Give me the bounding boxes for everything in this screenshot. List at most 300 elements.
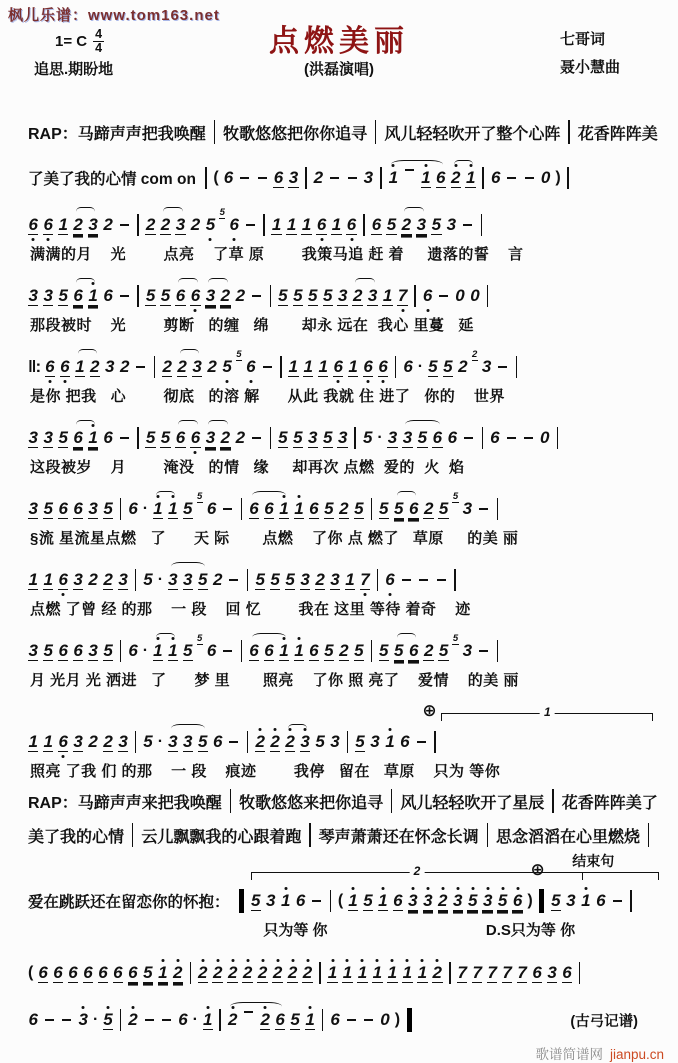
note: 6 bbox=[28, 1010, 38, 1029]
lyrics-row: 那段被时 光 剪断 的缠 绵 却永 远在 我心 里蔓 延 bbox=[30, 317, 474, 334]
note: 5 bbox=[394, 498, 404, 518]
dash-rest bbox=[312, 900, 321, 903]
note: 5 bbox=[198, 569, 208, 589]
note: 1 bbox=[28, 731, 38, 751]
note: 2 bbox=[272, 964, 282, 983]
music-system bbox=[28, 485, 664, 548]
note: 1 bbox=[294, 642, 304, 661]
barline bbox=[497, 640, 499, 662]
slur-group bbox=[451, 169, 476, 188]
note: 3 bbox=[192, 356, 202, 376]
slur-group bbox=[394, 500, 419, 519]
rap-barline bbox=[132, 823, 133, 847]
rap-barline bbox=[214, 120, 215, 144]
note: 3 bbox=[566, 891, 576, 910]
note: 7 bbox=[517, 962, 527, 982]
note: 1 bbox=[294, 500, 304, 519]
lyrics-row bbox=[28, 919, 664, 941]
note: 6 bbox=[309, 498, 319, 518]
note: 3 bbox=[73, 731, 83, 751]
barline bbox=[363, 214, 365, 236]
note: 1 bbox=[331, 214, 342, 234]
note: 6 bbox=[273, 167, 284, 187]
note: 6 bbox=[73, 427, 83, 447]
note: 2 bbox=[401, 214, 412, 234]
notation-line bbox=[28, 627, 664, 666]
note: 6 bbox=[264, 640, 274, 660]
note: 6 bbox=[393, 890, 403, 910]
note: 3 bbox=[308, 427, 318, 447]
note: 2 bbox=[260, 1011, 270, 1030]
octave-dot-above bbox=[156, 495, 159, 498]
composer-credit: 聂小慧曲 bbox=[559, 58, 620, 76]
octave-dot-below bbox=[363, 593, 366, 596]
dash-rest bbox=[507, 177, 516, 180]
note: 5 bbox=[160, 427, 171, 447]
octave-dot-above bbox=[246, 959, 249, 962]
note: 3 bbox=[330, 569, 340, 589]
note: 5 bbox=[285, 569, 295, 589]
note: 1 bbox=[345, 569, 355, 589]
note: 7 bbox=[502, 962, 512, 982]
note: 2 bbox=[103, 215, 113, 234]
dash-rest bbox=[162, 1019, 171, 1022]
octave-dot-above bbox=[426, 887, 429, 890]
grace-note: 2 bbox=[472, 349, 478, 360]
rap-barline bbox=[391, 789, 392, 813]
note: 1 bbox=[43, 731, 53, 751]
octave-dot-above bbox=[306, 959, 309, 962]
dash-rest bbox=[223, 650, 232, 653]
note: 2 bbox=[160, 214, 171, 234]
barline bbox=[454, 569, 456, 591]
dash-rest bbox=[464, 437, 473, 440]
dash-rest bbox=[498, 366, 507, 369]
barline bbox=[516, 356, 518, 378]
note: 5 bbox=[323, 285, 333, 305]
note: 5 bbox=[551, 890, 561, 910]
octave-dot-above bbox=[584, 887, 587, 890]
notation-line bbox=[28, 556, 664, 595]
dash-rest bbox=[402, 579, 411, 582]
octave-dot-above bbox=[381, 887, 384, 890]
note: 5 bbox=[290, 1009, 300, 1029]
note: 1 bbox=[342, 964, 352, 983]
rap-segment: 美了我的心情 bbox=[28, 828, 125, 846]
octave-dot-above bbox=[92, 424, 95, 427]
note: 6 bbox=[190, 287, 200, 306]
note: 1 bbox=[158, 964, 168, 983]
note: 5 bbox=[222, 358, 232, 376]
note: 1 bbox=[88, 287, 98, 306]
note: 2 bbox=[315, 569, 325, 589]
note: 2 bbox=[173, 964, 183, 983]
barline bbox=[414, 285, 416, 307]
barline bbox=[630, 890, 632, 912]
note: 6 bbox=[128, 641, 138, 660]
slur-group bbox=[285, 733, 310, 752]
octave-dot-above bbox=[297, 637, 300, 640]
slur-group bbox=[75, 358, 100, 377]
note: 5 bbox=[58, 427, 68, 447]
note: 2 bbox=[73, 214, 83, 234]
octave-dot-above bbox=[92, 282, 95, 285]
note: 3 bbox=[183, 731, 193, 751]
octave-dot-above bbox=[282, 637, 285, 640]
note: 1 bbox=[286, 214, 297, 234]
barline bbox=[557, 427, 559, 449]
octave-dot-above bbox=[392, 164, 395, 167]
barline bbox=[190, 962, 192, 984]
note: 1 bbox=[385, 733, 395, 751]
augmentation-dot: · bbox=[92, 1011, 99, 1028]
octave-dot-above bbox=[176, 959, 179, 962]
tempo-mood: 追思.期盼地 bbox=[34, 61, 114, 78]
note: 1 bbox=[378, 892, 388, 911]
note: 1 bbox=[303, 356, 313, 376]
note: 5 bbox=[379, 498, 389, 518]
note: 6 bbox=[28, 216, 38, 235]
music-system bbox=[28, 556, 664, 619]
augmentation-dot: · bbox=[377, 429, 383, 446]
slur-group bbox=[175, 287, 200, 306]
note: 6 bbox=[43, 216, 53, 235]
octave-dot-below bbox=[401, 309, 404, 312]
logo-label: 枫儿乐谱： bbox=[8, 7, 89, 24]
notation-line bbox=[28, 154, 664, 193]
octave-dot-above bbox=[156, 637, 159, 640]
note: 6 bbox=[60, 358, 70, 377]
note: 5 bbox=[183, 498, 193, 518]
octave-dot-above bbox=[486, 887, 489, 890]
octave-dot-below bbox=[367, 380, 370, 383]
slur-group bbox=[153, 642, 178, 661]
dash-rest bbox=[223, 508, 232, 511]
dash-rest bbox=[330, 177, 339, 180]
octave-dot-above bbox=[171, 637, 174, 640]
octave-dot-above bbox=[259, 728, 262, 731]
note: 1 bbox=[288, 356, 299, 376]
note: 6 bbox=[190, 429, 200, 448]
barline bbox=[371, 498, 373, 520]
barline bbox=[120, 1009, 122, 1031]
note: 5 bbox=[270, 569, 280, 589]
note: 6 bbox=[38, 962, 48, 982]
lyricist-credit: 七哥词 bbox=[559, 31, 605, 48]
rap-barline bbox=[568, 120, 569, 144]
note: 5 bbox=[293, 427, 303, 447]
note: 2 bbox=[227, 964, 237, 983]
note: 6 bbox=[596, 891, 606, 910]
octave-dot-above bbox=[297, 495, 300, 498]
barline bbox=[481, 214, 483, 236]
note: 2 bbox=[438, 892, 448, 911]
note: 3 bbox=[118, 569, 128, 589]
rap-label: RAP： bbox=[28, 794, 78, 812]
note: 2 bbox=[339, 640, 349, 660]
barline bbox=[482, 167, 484, 189]
note: 5 bbox=[103, 498, 113, 518]
note: 1 bbox=[348, 356, 358, 376]
octave-dot-above bbox=[376, 959, 379, 962]
rap-barline bbox=[309, 823, 310, 847]
augmentation-dot: · bbox=[192, 1011, 198, 1028]
thick-barline bbox=[539, 889, 544, 913]
slur-group bbox=[227, 1011, 285, 1030]
music-system bbox=[28, 627, 664, 690]
note: 6 bbox=[333, 358, 343, 377]
note: 5 bbox=[251, 890, 261, 910]
barline bbox=[579, 962, 581, 984]
lyric-segment: D.S只为等 你 bbox=[485, 922, 576, 939]
lyrics-row: 满满的月 光 点亮 了草 原 我策马追 赶 着 遗落的誓 言 bbox=[30, 246, 524, 263]
note: 5 bbox=[497, 892, 507, 911]
barline bbox=[280, 356, 282, 378]
octave-dot-below bbox=[48, 380, 51, 383]
grace-note: 5 bbox=[197, 633, 203, 644]
note: 2 bbox=[190, 215, 201, 234]
note: 1 bbox=[421, 169, 431, 188]
note: 1 bbox=[382, 285, 393, 305]
note: 6 bbox=[175, 285, 186, 305]
note: 6 bbox=[113, 962, 123, 982]
barline bbox=[347, 731, 349, 753]
note: 6 bbox=[330, 1010, 340, 1029]
note: 2 bbox=[198, 964, 208, 983]
note: 2 bbox=[257, 964, 267, 983]
octave-dot-above bbox=[361, 959, 364, 962]
barline bbox=[241, 498, 243, 520]
augmentation-dot: · bbox=[142, 500, 149, 517]
octave-dot-above bbox=[206, 1006, 209, 1009]
slur-group bbox=[249, 500, 289, 519]
barline bbox=[487, 285, 489, 307]
note: 6 bbox=[371, 214, 382, 234]
grace-note: 5 bbox=[452, 633, 459, 644]
barline bbox=[270, 427, 272, 449]
note: 3 bbox=[363, 168, 374, 187]
notation-line bbox=[28, 485, 664, 524]
note: 2 bbox=[451, 169, 461, 188]
note: 3 bbox=[28, 498, 38, 518]
note: 2 bbox=[423, 498, 434, 518]
note: 6 bbox=[223, 168, 234, 187]
octave-dot-above bbox=[276, 959, 279, 962]
dash-rest bbox=[463, 224, 472, 227]
note: 6 bbox=[403, 357, 413, 376]
barline bbox=[380, 167, 382, 189]
rap-segment: 牧歌悠悠来把你追寻 bbox=[239, 794, 384, 812]
octave-dot-below bbox=[426, 309, 429, 312]
octave-dot-below bbox=[226, 380, 229, 383]
note: 3 bbox=[265, 891, 276, 910]
barline bbox=[120, 498, 122, 520]
note: 2 bbox=[235, 286, 246, 305]
music-system bbox=[28, 414, 664, 477]
barline bbox=[449, 962, 451, 984]
note: 3 bbox=[408, 892, 418, 911]
note: 2 bbox=[270, 733, 280, 752]
octave-dot-below bbox=[209, 238, 212, 241]
logo-url-link[interactable]: www.tom163.net bbox=[88, 7, 220, 24]
augmentation-dot: · bbox=[157, 733, 164, 750]
note: 3 bbox=[300, 733, 310, 752]
dash-rest bbox=[120, 224, 129, 227]
notation-line bbox=[28, 877, 664, 916]
note: 5 bbox=[43, 640, 53, 660]
note: 5 bbox=[308, 285, 318, 305]
note: 3 bbox=[175, 214, 186, 234]
barline bbox=[482, 427, 484, 449]
note: 5 bbox=[103, 1011, 113, 1030]
note: 3 bbox=[423, 892, 433, 911]
octave-dot-below bbox=[194, 309, 197, 312]
note: 5 bbox=[324, 498, 334, 518]
slur-group bbox=[168, 571, 208, 590]
note: 6 bbox=[346, 216, 356, 235]
footer-site-url[interactable]: jianpu.cn bbox=[609, 1047, 664, 1062]
note: 2 bbox=[255, 733, 265, 752]
rap-label: RAP： bbox=[28, 125, 78, 143]
note: 6 bbox=[175, 427, 186, 447]
barline bbox=[137, 285, 139, 307]
transcriber-note: (古弓记谱) bbox=[570, 1013, 638, 1030]
barline bbox=[247, 731, 249, 753]
dash-rest bbox=[419, 579, 428, 582]
slur-group bbox=[352, 287, 377, 306]
dash-rest bbox=[348, 177, 357, 180]
note: 1 bbox=[271, 214, 282, 234]
octave-dot-above bbox=[424, 164, 427, 167]
song-title: 点燃美丽 bbox=[269, 25, 409, 58]
note: 3 bbox=[300, 569, 310, 589]
note: 5 bbox=[467, 892, 477, 911]
note: 2 bbox=[88, 732, 98, 751]
dash-rest bbox=[45, 1019, 54, 1022]
note: 6 bbox=[249, 498, 259, 518]
note: 2 bbox=[103, 731, 113, 751]
volta-number: 1 bbox=[540, 706, 555, 718]
octave-dot-above bbox=[261, 959, 264, 962]
note: 3 bbox=[337, 285, 348, 305]
dash-rest bbox=[252, 295, 261, 298]
note: 1 bbox=[168, 500, 178, 519]
note: 3 bbox=[337, 427, 348, 447]
barline bbox=[319, 962, 321, 984]
octave-dot-above bbox=[282, 495, 285, 498]
note: 1 bbox=[372, 964, 382, 983]
note: 1 bbox=[43, 569, 53, 589]
note: 5 bbox=[323, 427, 333, 447]
rap-segment: 牧歌悠悠把你你追寻 bbox=[223, 125, 368, 143]
note: 5 bbox=[363, 890, 373, 910]
note: 3 bbox=[43, 285, 53, 305]
repeat-begin-sign: ‖: bbox=[28, 357, 41, 376]
barline bbox=[567, 167, 569, 189]
notation-line bbox=[28, 949, 664, 988]
parenthesis: ( bbox=[337, 892, 344, 909]
note: 3 bbox=[183, 569, 193, 589]
note: 2 bbox=[212, 570, 223, 589]
octave-dot-above bbox=[289, 728, 292, 731]
note: 2 bbox=[423, 640, 434, 660]
dash-rest bbox=[524, 437, 533, 440]
note: 6 bbox=[206, 499, 217, 518]
rap-barline bbox=[375, 120, 376, 144]
dash-rest bbox=[347, 1019, 356, 1022]
note: 2 bbox=[212, 964, 222, 983]
note: 5 bbox=[145, 285, 156, 305]
music-system bbox=[28, 996, 664, 1035]
note: 3 bbox=[453, 892, 463, 911]
lyrics-row: 这段被岁 月 淹没 的情 缘 却再次 点燃 爱的 火 焰 bbox=[30, 459, 465, 476]
note: 3 bbox=[416, 214, 427, 234]
note: 6 bbox=[562, 962, 572, 982]
note: 3 bbox=[205, 427, 216, 447]
volta-number: 2 bbox=[410, 865, 425, 877]
slur-group bbox=[153, 500, 178, 519]
note: 1 bbox=[279, 642, 289, 661]
note: 2 bbox=[145, 214, 156, 234]
octave-dot-above bbox=[171, 495, 174, 498]
barline bbox=[263, 214, 265, 236]
note: 3 bbox=[367, 285, 378, 305]
note: 1 bbox=[357, 964, 367, 983]
music-system bbox=[28, 272, 664, 335]
note: 6 bbox=[408, 498, 419, 518]
octave-dot-above bbox=[231, 959, 234, 962]
slur-group bbox=[175, 429, 200, 448]
note: 2 bbox=[242, 964, 252, 983]
note: 6 bbox=[98, 962, 108, 982]
note: 1 bbox=[168, 642, 178, 661]
note: 3 bbox=[370, 732, 380, 751]
barline bbox=[154, 356, 156, 378]
octave-dot-above bbox=[406, 959, 409, 962]
note: 6 bbox=[73, 285, 83, 305]
rap-barline bbox=[230, 789, 231, 813]
note: 6 bbox=[363, 358, 373, 377]
note: 6 bbox=[103, 286, 113, 305]
note: 1 bbox=[28, 569, 38, 589]
note: 3 bbox=[462, 641, 473, 660]
note: 1 bbox=[388, 169, 398, 188]
octave-dot-below bbox=[194, 451, 197, 454]
octave-dot-above bbox=[309, 1006, 312, 1009]
dash-rest bbox=[258, 177, 267, 180]
lyrics-row: 照亮 了我 们 的那 一 段 痕迹 我停 留在 草原 只为 等你 bbox=[30, 763, 501, 780]
barline bbox=[395, 356, 397, 378]
barline bbox=[137, 214, 139, 236]
note: 0 bbox=[380, 1010, 390, 1029]
octave-dot-above bbox=[201, 959, 204, 962]
note: 1 bbox=[280, 892, 290, 910]
lyrics-row: 月 光月 光 洒进 了 梦 里 照亮 了你 照 亮了 爱情 的美 丽 bbox=[30, 672, 519, 689]
note: 3 bbox=[446, 215, 457, 234]
note: 6 bbox=[58, 571, 68, 590]
notation-line bbox=[28, 343, 664, 382]
rap-segment: 马蹄声声来把我唤醒 bbox=[77, 794, 222, 812]
note: 5 bbox=[417, 427, 428, 447]
note: 6 bbox=[512, 892, 522, 911]
rap-segment: 马蹄声声把我唤醒 bbox=[77, 125, 206, 143]
meter-numerator: 4 bbox=[95, 27, 103, 41]
note: 5 bbox=[293, 285, 303, 305]
lyrics-row: 是你 把我 心 彻底 的溶 解 从此 我就 住 进了 你的 世界 bbox=[30, 388, 505, 405]
music-system bbox=[28, 853, 664, 941]
octave-dot-above bbox=[274, 728, 277, 731]
note: 6 bbox=[128, 499, 138, 518]
